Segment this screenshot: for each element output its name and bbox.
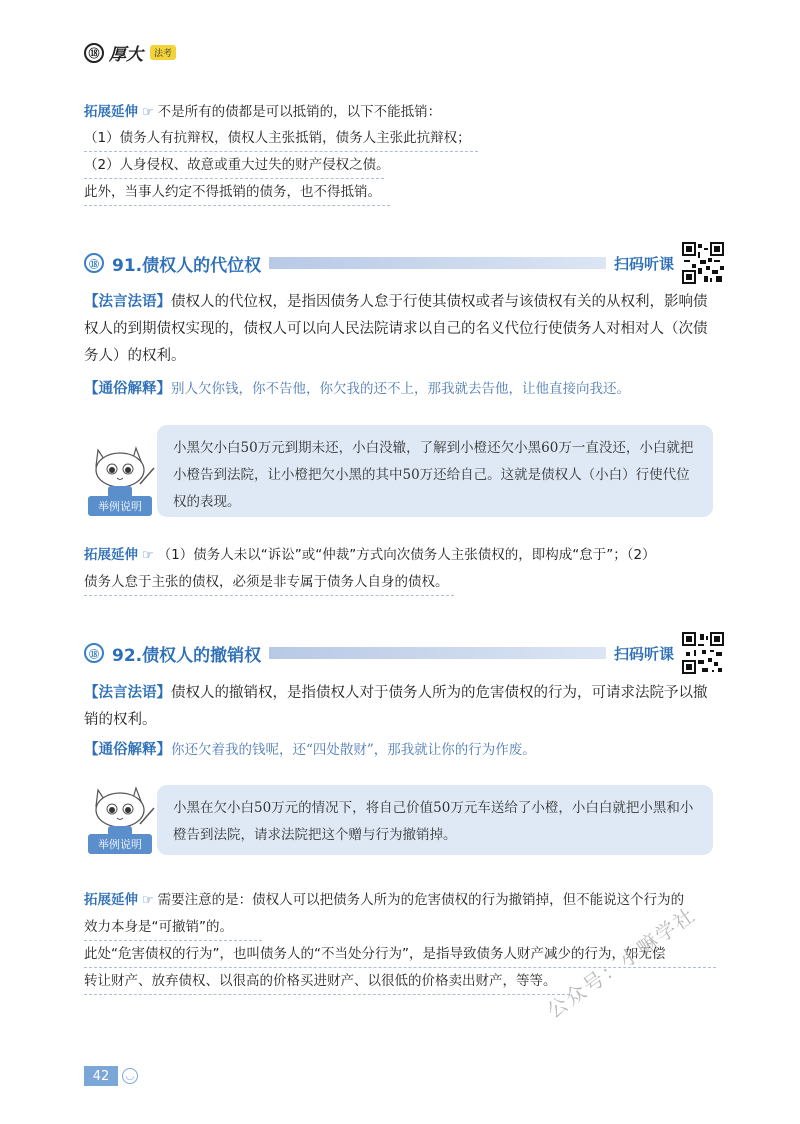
scan-label: 扫码听课 xyxy=(613,644,674,663)
brand-name: 厚大 xyxy=(109,45,143,65)
example-badge: 举例说明 xyxy=(88,834,152,854)
example-91-box xyxy=(157,425,713,517)
mascot-cat xyxy=(84,440,158,516)
section-91-legal xyxy=(84,289,716,370)
section-92-bar xyxy=(269,647,606,659)
section-91-ext-line1: 拓展延伸 ☞ （1）债务人未以“诉讼”或“仲裁”方式向次债务人主张债权的，即构成“怠于”；（2） xyxy=(84,547,656,563)
qr-code-icon[interactable] xyxy=(682,632,724,674)
pointing-hand-icon: ☞ xyxy=(142,893,154,908)
logo-mark-icon: ⑱ xyxy=(84,43,104,63)
folk-text: 别人欠你钱，你不告他，你欠我的还不上，那我就去告他，让他直接向我还。 xyxy=(171,381,630,397)
example-92-text: 小黑在欠小白50万元的情况下，将自己价值50万元车送给了小橙，小白白就把小黑和小橙告到法院，请求法院把这个赠与行为撤销掉。 xyxy=(173,800,694,843)
section-92-ext-line1: 拓展延伸 ☞ 需要注意的是：债权人可以把债务人所为的危害债权的行为撤销掉，但不能说这个行为的 xyxy=(84,892,685,908)
legal-text: 债权人的撤销权，是指债权人对于债务人所为的危害债权的行为，可请求法院予以撤销的权利。 xyxy=(84,685,708,728)
ext1-item-1: （1）债务人有抗辩权，债权人主张抵销，债务人主张此抗辩权； xyxy=(84,128,478,152)
ext1-label: 拓展延伸 xyxy=(84,104,138,120)
section-92-legal xyxy=(84,680,716,734)
section-91-title: 91.债权人的代位权 xyxy=(112,255,262,276)
watermark: 公众号：小嘛学社 xyxy=(542,902,701,1023)
ext1-text: 不是所有的债都是可以抵销的，以下不能抵销： xyxy=(157,104,442,120)
section-mark-icon: ⑱ xyxy=(84,643,104,663)
section-92-ext-line4: 转让财产、放弃债权、以很高的价格买进财产、以很低的价格卖出财产，等等。 xyxy=(84,971,570,995)
pointing-hand-icon: ☞ xyxy=(142,105,154,120)
ext-label: 拓展延伸 xyxy=(84,892,138,908)
page-number: 42 xyxy=(84,1066,118,1086)
section-92-ext-line3: 此处“危害债权的行为”，也叫债务人的“不当处分行为”，是指导致债务人财产减少的行为，如无偿 xyxy=(84,944,716,968)
example-91-text: 小黑欠小白50万元到期未还，小白没辙，了解到小橙还欠小黑60万一直没还，小白就把小橙告到法院，让小橙把欠小黑的其中50万还给自己。这就是债权人（小白）行使代位权的表现。 xyxy=(173,440,694,510)
qr-code-icon[interactable] xyxy=(682,242,724,284)
mascot-icon xyxy=(84,440,158,500)
brand-logo xyxy=(84,40,176,65)
section-91-heading xyxy=(84,250,724,276)
legal-label: 【法言法语】 xyxy=(84,685,171,701)
ext1-heading xyxy=(84,102,441,123)
mascot-icon xyxy=(84,780,158,840)
section-91-ext-line2: 债务人怠于主张的债权，必须是非专属于债务人自身的债权。 xyxy=(84,572,454,596)
example-badge: 举例说明 xyxy=(88,496,152,516)
folk-text: 你还欠着我的钱呢，还“四处散财”，那我就让你的行为作废。 xyxy=(171,742,536,758)
example-92-box xyxy=(157,785,713,855)
smile-icon: ◡ xyxy=(122,1068,138,1084)
ext1-note: 此外，当事人约定不得抵销的债务，也不得抵销。 xyxy=(84,182,390,206)
section-92-title: 92.债权人的撤销权 xyxy=(112,645,262,666)
scan-label: 扫码听课 xyxy=(613,254,674,273)
section-92-ext-line2: 效力本身是“可撤销”的。 xyxy=(84,917,262,941)
section-92-folk xyxy=(84,737,716,764)
folk-label: 【通俗解释】 xyxy=(84,381,171,397)
section-mark-icon: ⑱ xyxy=(84,253,104,273)
section-91-folk xyxy=(84,376,716,403)
mascot-cat xyxy=(84,780,158,856)
folk-label: 【通俗解释】 xyxy=(84,742,171,758)
legal-text: 债权人的代位权，是指因债务人怠于行使其债权或者与该债权有关的从权利，影响债权人的到期债权实现的，债权人可以向人民法院请求以自己的名义代位行使债务人对相对人（次债务人）的权利。 xyxy=(84,294,708,364)
ext1-item-2: （2）人身侵权、故意或重大过失的财产侵权之债。 xyxy=(84,155,384,179)
ext-label: 拓展延伸 xyxy=(84,547,138,563)
section-91-bar xyxy=(269,257,606,269)
section-92-heading xyxy=(84,640,724,666)
legal-label: 【法言法语】 xyxy=(84,294,171,310)
pointing-hand-icon: ☞ xyxy=(142,548,154,563)
brand-tag: 法考 xyxy=(150,45,176,60)
